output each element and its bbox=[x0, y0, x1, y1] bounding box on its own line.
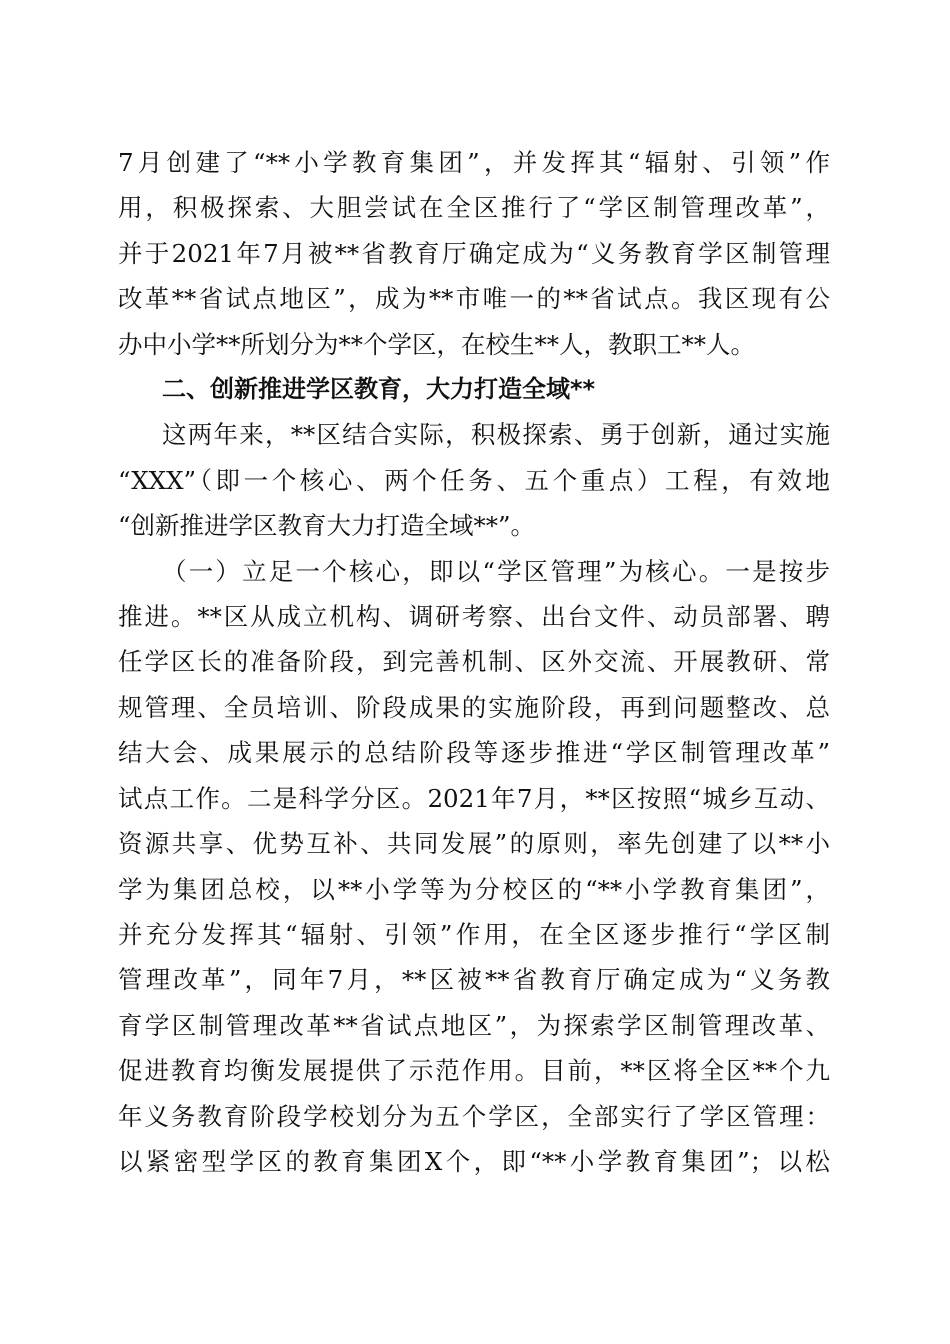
text-line: 并充分发挥其“辐射、引领”作用，在全区逐步推行“学区制 bbox=[118, 919, 830, 949]
text-line: 任学区长的准备阶段，到完善机制、区外交流、开展教研、常 bbox=[118, 647, 830, 677]
text-line: 并于2021年7月被**省教育厅确定成为“义务教育学区制管理 bbox=[118, 238, 830, 268]
text-line: （一）立足一个核心，即以“学区管理”为核心。一是按步 bbox=[162, 556, 830, 586]
document-body bbox=[118, 140, 830, 1184]
text-line: 资源共享、优势互补、共同发展”的原则，率先创建了以**小 bbox=[118, 829, 830, 859]
text-line: 试点工作。二是科学分区。2021年7月，**区按照“城乡互动、 bbox=[118, 783, 830, 813]
text-line: 学为集团总校，以**小学等为分校区的“**小学教育集团”， bbox=[118, 874, 830, 904]
text-line: 用，积极探索、大胆尝试在全区推行了“学区制管理改革”， bbox=[118, 193, 830, 223]
text-line: 结大会、成果展示的总结阶段等逐步推进“学区制管理改革” bbox=[118, 738, 830, 768]
section-heading-2: 二、创新推进学区教育，大力打造全域** bbox=[162, 375, 596, 404]
text-line: 育学区制管理改革**省试点地区”，为探索学区制管理改革、 bbox=[118, 1010, 830, 1040]
text-line: 年义务教育阶段学校划分为五个学区，全部实行了学区管理： bbox=[118, 1101, 830, 1131]
text-line: “XXX”（即一个核心、两个任务、五个重点）工程，有效地 bbox=[118, 465, 830, 495]
text-line: 这两年来，**区结合实际，积极探索、勇于创新，通过实施 bbox=[162, 420, 830, 450]
text-line: “创新推进学区教育大力打造全域**”。 bbox=[118, 511, 536, 541]
text-line: 推进。**区从成立机构、调研考察、出台文件、动员部署、聘 bbox=[118, 602, 830, 632]
text-line: 办中小学**所划分为**个学区，在校生**人，教职工**人。 bbox=[118, 329, 755, 359]
text-line: 管理改革”，同年7月，**区被**省教育厅确定成为“义务教 bbox=[118, 965, 830, 995]
text-line: 促进教育均衡发展提供了示范作用。目前，**区将全区**个九 bbox=[118, 1056, 830, 1086]
text-line: 规管理、全员培训、阶段成果的实施阶段，再到问题整改、总 bbox=[118, 692, 830, 722]
text-line: 改革**省试点地区”，成为**市唯一的**省试点。我区现有公 bbox=[118, 284, 830, 314]
paragraph-school-district-reform bbox=[118, 140, 830, 367]
text-line: 7月创建了“**小学教育集团”，并发挥其“辐射、引领”作 bbox=[118, 148, 830, 177]
paragraph-core-management bbox=[118, 549, 830, 1185]
paragraph-intro-xxx bbox=[118, 412, 830, 548]
text-line: 以紧密型学区的教育集团X个，即“**小学教育集团”；以松 bbox=[118, 1146, 830, 1176]
